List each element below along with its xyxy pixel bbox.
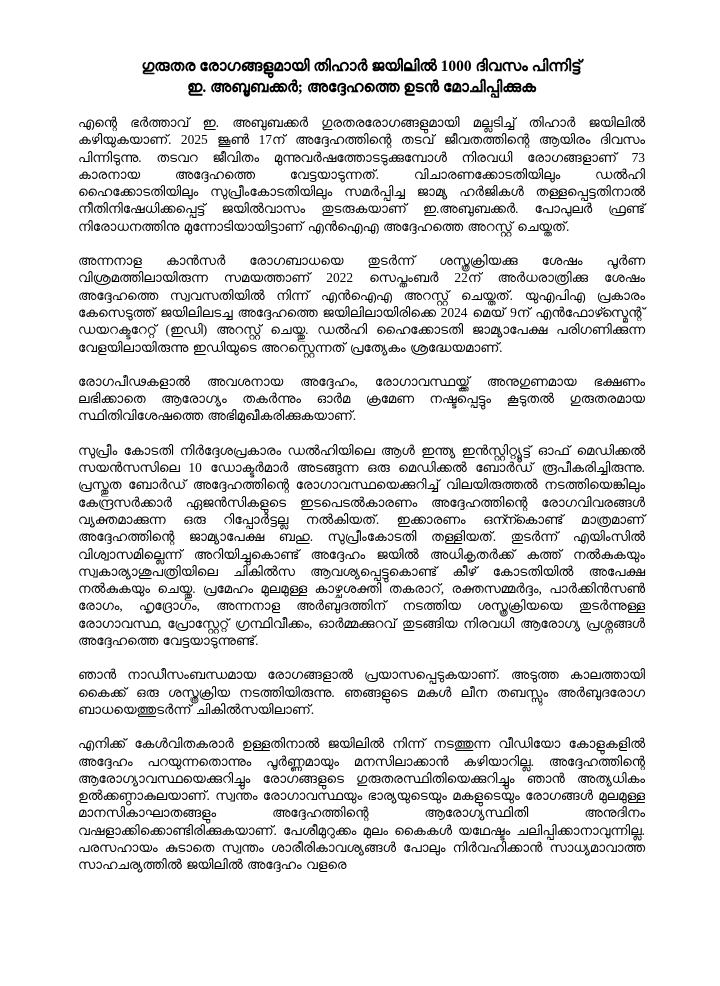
paragraph-4: സുപ്രീം കോടതി നിർദ്ദേശപ്രകാരം ഡൽഹിയിലെ ആൾ ഇന്ത്യ ഇൻസ്റ്റിറ്റ്യൂട്ട് ഓഫ് മെഡിക്കൽ സയൻസസിലെ 10 ഡോക്ടർമാർ അടങ്ങുന്ന ഒരു മെഡിക്കൽ ബോർഡ് രൂപീകരിച്ചിരുന്നു. പ്രസ്തുത ബോർഡ് അദ്ദേഹത്തിന്റെ രോഗാവസ്ഥയെക്കുറിച്ച് വിലയിരുത്തൽ നടത്തിയെങ്കിലും കേന്ദ്രസർക്കാർ ഏജൻസികളുടെ ഇടപെടൽകാരണം അദ്ദേഹത്തിന്റെ രോഗവിവരങ്ങൾ വ്യക്തമാക്കുന്ന ഒരു റിപ്പോർട്ടല്ല നൽകിയത്. ഇക്കാരണം ഒന്ന്കൊണ്ട് മാത്രമാണ് അദ്ദേഹത്തിന്റെ ജാമ്യാപേക്ഷ ബഹു. സുപ്രീംകോടതി തള്ളിയത്. തുടർന്ന് എയിംസിൽ വിശ്വാസമില്ലെന്ന് അറിയിച്ചുകൊണ്ട് അദ്ദേഹം ജയിൽ അധികൃതർക്ക് കത്ത് നൽകുകയും സ്വകാര്യാശുപത്രിയിലെ ചികിൽസ ആവശ്യപ്പെട്ടുകൊണ്ട് കീഴ് കോടതിയിൽ അപേക്ഷ നൽകുകയും ചെയ്തു. പ്രമേഹം മുലമുള്ള കാഴ്ചശക്തി തകരാറ്, രക്തസമ്മർദ്ദം, പാർക്കിൻസൺ രോഗം, ഹൃദ്രോഗം, അന്നനാള അർബുദത്തിന് നടത്തിയ ശസ്ത്രക്രിയയെ തുടർന്നുള്ള രോഗാവസ്ഥ, പ്രോസ്റ്റേറ്റ് ഗ്രന്ഥിവീക്കം, ഓർമ്മക്കുറവ് തുടങ്ങിയ നിരവധി ആരോഗ്യ പ്രശ്നങ്ങൾ അദ്ദേഹത്തെ വേട്ടയാടുന്നുണ്ട്.	[78, 442, 645, 649]
article-body	[78, 114, 645, 874]
paragraph-5: ഞാൻ നാഡീസംബന്ധമായ രോഗങ്ങളാൽ പ്രയാസപ്പെടുകയാണ്. അടുത്ത കാലത്തായി കൈക്ക് ഒരു ശസ്ത്രക്രിയ നടത്തിയിരുന്നു. ഞങ്ങളുടെ മകൾ ലീന തബസ്സും അർബുദരോഗ ബാധയെത്തുടർന്ന് ചികിൽസയിലാണ്.	[78, 667, 645, 717]
article-title	[78, 56, 645, 98]
paragraph-3: രോഗപീഢകളാൽ അവശനായ അദ്ദേഹം, രോഗാവസ്ഥയ്ക്ക് അനുഗുണമായ ഭക്ഷണം ലഭിക്കാതെ ആരോഗ്യം തകർന്നും ഓർമ ക്രമേണ നഷ്ടപ്പെട്ടും കൂടുതൽ ഗുരുതരമായ സ്ഥിതിവിശേഷത്തെ അഭിമുഖീകരിക്കുകയാണ്.	[78, 373, 645, 424]
paragraph-6: എനിക്ക് കേൾവിതകരാർ ഉള്ളതിനാൽ ജയിലിൽ നിന്ന് നടത്തുന്ന വീഡിയോ കോളുകളിൽ അദ്ദേഹം പറയുന്നതൊന്നും പൂർണ്ണമായും മനസിലാക്കാൻ കഴിയാറില്ല. അദ്ദേഹത്തിന്റെ ആരോഗ്യാവസ്ഥയെക്കുറിച്ചും രോഗങ്ങളുടെ ഗുരുതരസ്ഥിതിയെക്കുറിച്ചും ഞാൻ അത്യധികം ഉൽക്കണ്ഠാകുലയാണ്. സ്വന്തം രോഗാവസ്ഥയും ഭാര്യയുടെയും മകളുടെയും രോഗങ്ങൾ മുലമുള്ള മാനസികാഘാതങ്ങളും അദ്ദേഹത്തിന്റെ ആരോഗ്യസ്ഥിതി അനുദിനം വഷളാക്കിക്കൊണ്ടിരിക്കുകയാണ്. പേശീമുറുക്കം മുലം കൈകൾ യഥേഷ്ടം ചലിപ്പിക്കാനാവുന്നില്ല. പരസഹായം കുടാതെ സ്വന്തം ശാരീരികാവശ്യങ്ങൾ പോലും നിർവഹിക്കാൻ സാധ്യമാവാത്ത സാഹചര്യത്തിൽ ജയിലിൽ അദ്ദേഹം വളരെ	[78, 736, 645, 873]
paragraph-1: എന്റെ ഭർത്താവ് ഇ. അബുബക്കർ ഗുരതരരോഗങ്ങളുമായി മല്ലടിച്ച് തിഹാർ ജയിലിൽ കഴിയുകയാണ്. 2025 ജൂൺ 17ന് അദ്ദേഹത്തിന്റെ തടവ് ജീവതത്തിന്റെ ആയിരം ദിവസം പിന്നിടുന്നു. തടവറ ജീവിതം മുന്നുവർഷത്തോടടുക്കുമ്പോൾ നിരവധി രോഗങ്ങളാണ് 73 കാരനായ അദ്ദേഹത്തെ വേട്ടയാടുന്നത്. വിചാരണക്കോടതിയിലും ഡൽഹി ഹൈക്കോടതിയിലും സുപ്രീംകോടതിയിലും സമർപ്പിച്ച ജാമ്യ ഹർജികൾ തള്ളപ്പെട്ടതിനാൽ നീതിനിഷേധിക്കപ്പെട്ട് ജയിൽവാസം തുടരുകയാണ് ഇ.അബുബക്കർ. പോപുലർ ഫ്രണ്ട് നിരോധനത്തിനു മുന്നോടിയായിട്ടാണ് എൻഐഎ അദ്ദേഹത്തെ അറസ്റ്റ് ചെയ്തത്.	[78, 115, 645, 234]
article-title-line1: ഗുരുതര രോഗങ്ങളുമായി തിഹാർ ജയിലിൽ 1000 ദിവസം പിന്നിട്ട്	[141, 58, 582, 75]
paragraph-2: അന്നനാള കാൻസർ രോഗബാധയെ തുടർന്ന് ശസ്ത്രക്രിയക്കു ശേഷം പൂർണ വിശ്രമത്തിലായിരുന്ന സമയത്താണ് 2022 സെപ്തംബർ 22ന് അർധരാത്രിക്കു ശേഷം അദ്ദേഹത്തെ സ്വവസതിയിൽ നിന്ന് എൻഐഎ അറസ്റ്റ് ചെയ്തത്. യുഎപിഎ പ്രകാരം കേസെടുത്ത് ജയിലിലടച്ച അദ്ദേഹത്തെ ജയിലിലായിരിക്കെ 2024 മെയ് 9ന് എൻഫോഴ്സ്മെന്റ് ഡയറക്ടറേറ്റ് (ഇഡി) അറസ്റ്റ് ചെയ്തു. ഡൽഹി ഹൈക്കോടതി ജാമ്യാപേക്ഷ പരിഗണിക്കുന്ന വേളയിലായിരുന്നു ഇഡിയുടെ അറസ്റ്റെന്നത് പ്രത്യേകം ശ്രദ്ധേയമാണ്.	[78, 253, 645, 355]
article-title-line2: ഇ. അബൂബക്കർ; അദ്ദേഹത്തെ ഉടൻ മോചിപ്പിക്കുക	[187, 79, 536, 96]
